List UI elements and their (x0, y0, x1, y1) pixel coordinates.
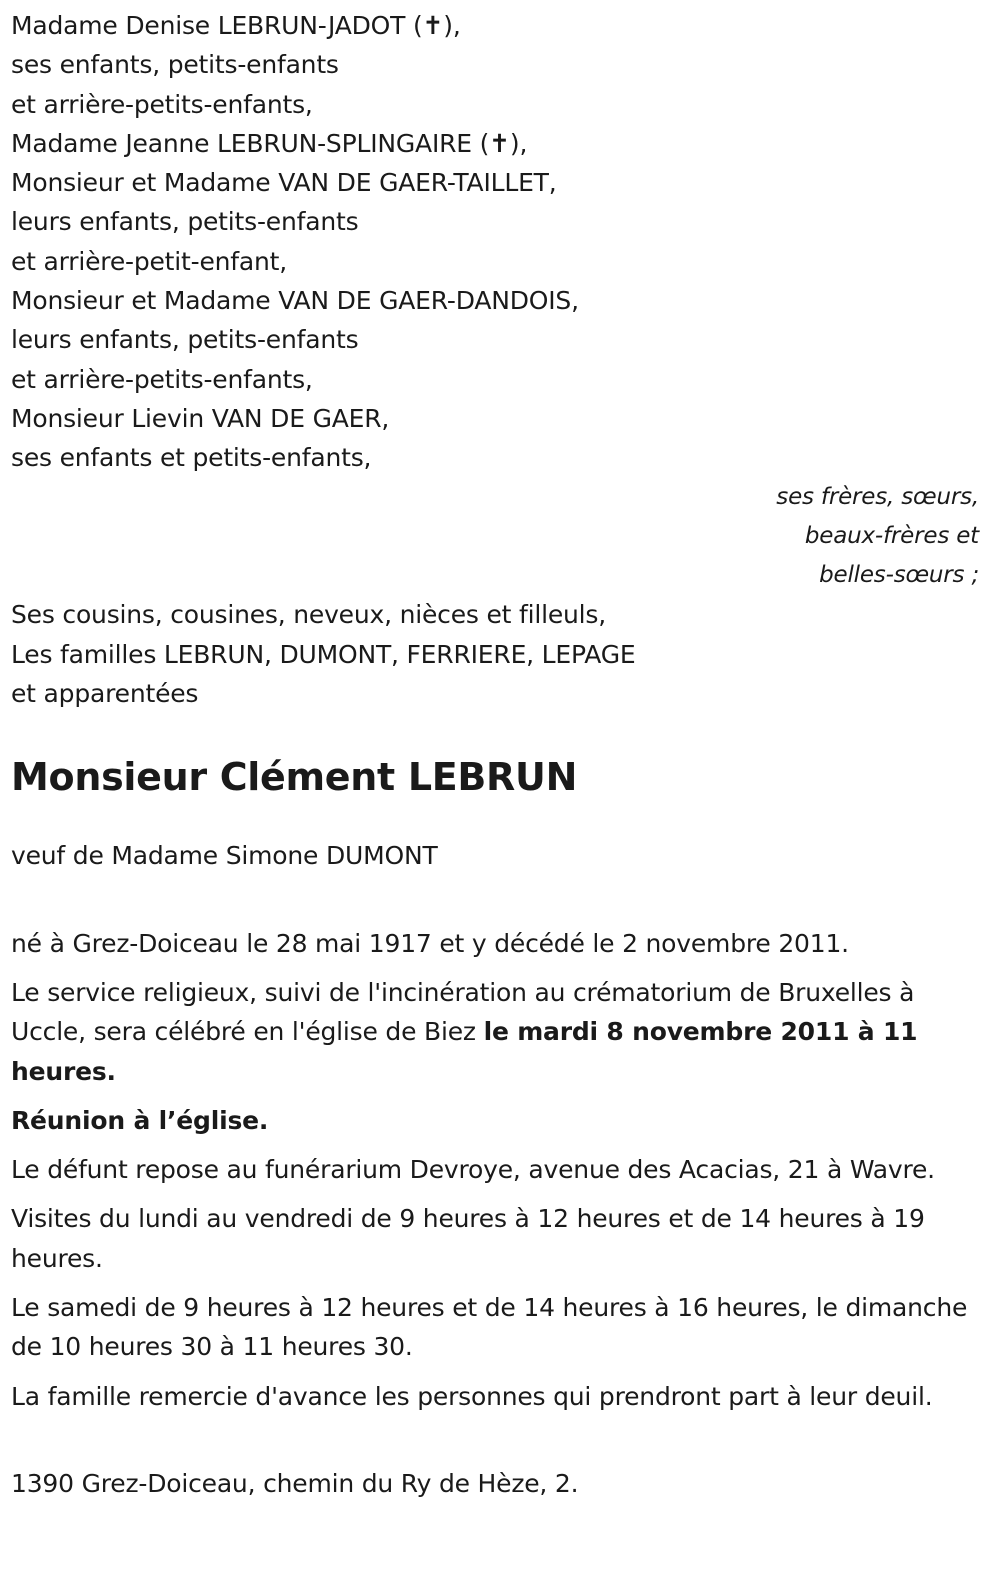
relation-line: belles-sœurs ; (819, 562, 979, 589)
service-date: le mardi 8 novembre 2011 à 11 heures. (11, 1017, 918, 1086)
extended-family-line: et apparentées (11, 679, 199, 709)
family-line: leurs enfants, petits-enfants (11, 207, 359, 237)
birth-death: né à Grez-Doiceau le 28 mai 1917 et y décédé le 2 novembre 2011. (11, 928, 849, 958)
rest-place: Le défunt repose au funérarium Devroye, avenue des Acacias, 21 à Wavre. (11, 1155, 935, 1185)
visits-weekend: Le samedi de 9 heures à 12 heures et de 14 heures à 16 heures, le dimanche de 10 heures 30 à 11 heures 30. (11, 1293, 968, 1362)
extended-family-list (11, 595, 979, 713)
extended-family-line: Les familles LEBRUN, DUMONT, FERRIERE, LEPAGE (11, 639, 636, 669)
family-line: Madame Denise LEBRUN-JADOT (✝), (11, 11, 461, 40)
relation-line: beaux-frères et (804, 522, 979, 549)
extended-family-line: Ses cousins, cousines, neveux, nièces et filleuls, (11, 600, 606, 630)
family-line: Monsieur Lievin VAN DE GAER, (11, 403, 390, 433)
deceased-name: Monsieur Clément LEBRUN (11, 755, 578, 800)
family-line: Monsieur et Madame VAN DE GAER-DANDOIS, (11, 286, 579, 316)
family-line: et arrière-petits-enfants, (11, 89, 313, 119)
thanks-note: La famille remercie d'avance les personnes qui prendront part à leur deuil. (11, 1381, 933, 1411)
relation-note (11, 478, 979, 596)
service-text: Le service religieux, suivi de l'incinération au crématorium de Bruxelles à Uccle, sera célébré en l'église de Biez (11, 977, 915, 1047)
meeting-info: Réunion à l’église. (11, 1105, 269, 1135)
family-line: et arrière-petit-enfant, (11, 246, 287, 276)
obituary-notice (11, 6, 979, 1513)
family-line: Monsieur et Madame VAN DE GAER-TAILLET, (11, 168, 557, 198)
family-line: ses enfants, petits-enfants (11, 50, 339, 80)
family-line: Madame Jeanne LEBRUN-SPLINGAIRE (✝), (11, 128, 528, 158)
family-line: et arrière-petits-enfants, (11, 364, 313, 394)
service-info (11, 973, 979, 1091)
family-line: leurs enfants, petits-enfants (11, 325, 359, 355)
family-list (11, 6, 979, 478)
relation-line: ses frères, sœurs, (776, 483, 979, 510)
widower-of: veuf de Madame Simone DUMONT (11, 841, 438, 871)
family-line: ses enfants et petits-enfants, (11, 443, 372, 473)
address: 1390 Grez-Doiceau, chemin du Ry de Hèze, 2. (11, 1468, 579, 1498)
visits-weekday: Visites du lundi au vendredi de 9 heures à 12 heures et de 14 heures à 19 heures. (11, 1204, 925, 1273)
